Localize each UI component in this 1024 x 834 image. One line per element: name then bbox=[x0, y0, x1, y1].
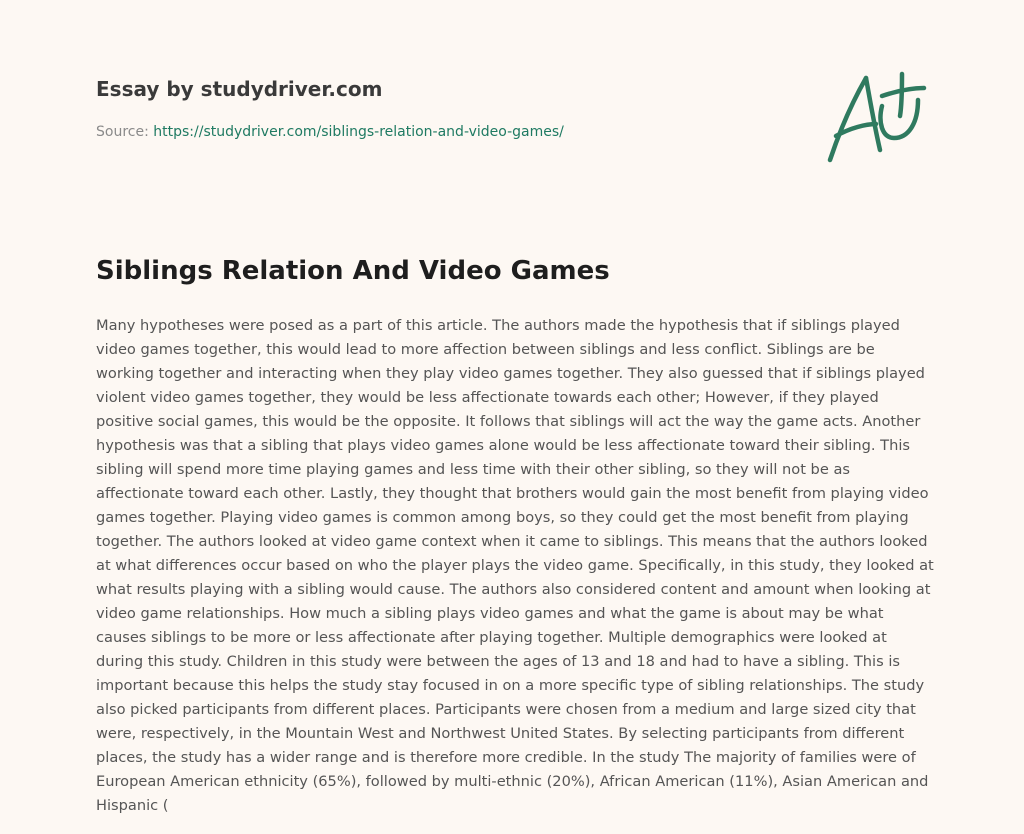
source-line bbox=[96, 124, 564, 140]
essay-body: Many hypotheses were posed as a part of this article. The authors made the hypothesis that if siblings played video games together, this would lead to more affection between siblings and less conflict. Siblings are be working together and interacting when they play video games together. They also guessed that if siblings played violent video games together, they would be less affectionate towards each other; However, if they played positive social games, this would be the opposite. It follows that siblings will act the way the game acts. Another hypothesis was that a sibling that plays video games alone would be less affectionate toward their sibling. This sibling will spend more time playing games and less time with their other sibling, so they will not be as affectionate toward each other. Lastly, they thought that brothers would gain the most benefit from playing video games together. Playing video games is common among boys, so they could get the most benefit from playing together. The authors looked at video game context when it came to siblings. This means that the authors looked at what differences occur based on who the player plays the video game. Specifically, in this study, they looked at what results playing with a sibling would cause. The authors also considered content and amount when looking at video game relationships. How much a sibling plays video games and what the game is about may be what causes siblings to be more or less affectionate after playing together. Multiple demographics were looked at during this study. Children in this study were between the ages of 13 and 18 and had to have a sibling. This is important because this helps the study stay focused in on a more specific type of sibling relationships. The study also picked participants from different places. Participants were chosen from a medium and large sized city that were, respectively, in the Mountain West and Northwest United States. By selecting participants from different places, the study has a wider range and is therefore more credible. In the study The majority of families were of European American ethnicity (65%), followed by multi-ethnic (20%), African American (11%), Asian American and Hispanic ( bbox=[96, 317, 934, 814]
a-plus-logo-icon bbox=[820, 66, 930, 166]
source-link[interactable]: https://studydriver.com/siblings-relation-and-video-games/ bbox=[153, 124, 564, 140]
essay-title: Siblings Relation And Video Games bbox=[96, 256, 610, 286]
site-title: Essay by studydriver.com bbox=[96, 77, 383, 101]
source-label: Source: bbox=[96, 124, 149, 140]
